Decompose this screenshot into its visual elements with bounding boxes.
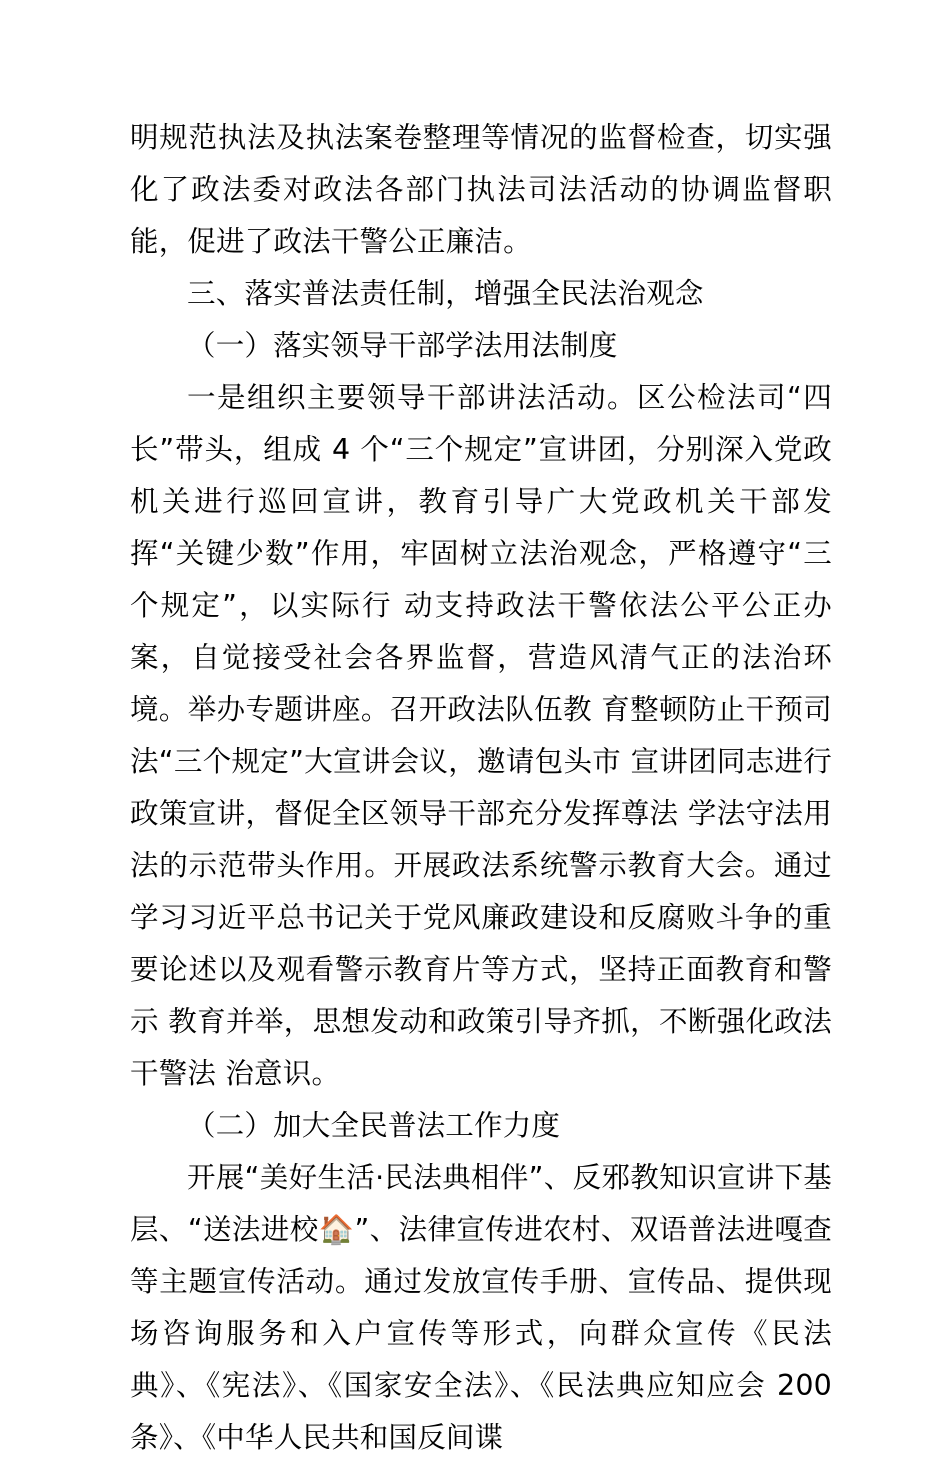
paragraph-leader-study-law: 一是组织主要领导干部讲法活动。区公检法司“四长”带头，组成 4 个“三个规定”宣讲团，分别深入党政机关进行巡回宣讲，教育引导广大党政机关干部发挥“关键少数”作用，牢固树立法治观念，严格遵守“三个规定”，以实际行 动支持政法干警依法公平公正办案，自觉接受社会各界监督，营造风清气正的法治环境。举办专题讲座。召开政法队伍教 育整顿防止干预司法“三个规定”大宣讲会议，邀请包头市 宣讲团同志进行政策宣讲，督促全区领导干部充分发挥尊法 学法守法用法的示范带头作用。开展政法系统警示教育大会。通过学习习近平总书记关于党风廉政建设和反腐败斗争的重要论述以及观看警示教育片等方式，坚持正面教育和警示 教育并举，思想发动和政策引导齐抓，不断强化政法干警法 治意识。 xyxy=(130,381,832,1090)
document-body xyxy=(130,112,832,1464)
paragraph-public-legal-education: 开展“美好生活·民法典相伴”、反邪教知识宣讲下基层、“送法进校🏠”、法律宣传进农村、双语普法进嘎查等主题宣传活动。通过发放宣传手册、宣传品、提供现场咨询服务和入户宣传等形式，向群众宣传《民法典》、《宪法》、《国家安全法》、《民法典应知应会 200 条》、《中华人民共和国反间谍 xyxy=(130,1161,832,1454)
heading-subsection-two: （二）加大全民普法工作力度 xyxy=(187,1109,561,1142)
heading-subsection-one: （一）落实领导干部学法用法制度 xyxy=(187,329,618,362)
heading-section-three: 三、落实普法责任制，增强全民法治观念 xyxy=(187,277,704,310)
paragraph-continuation: 明规范执法及执法案卷整理等情况的监督检查，切实强化了政法委对政法各部门执法司法活动的协调监督职能，促进了政法干警公正廉洁。 xyxy=(130,121,832,258)
